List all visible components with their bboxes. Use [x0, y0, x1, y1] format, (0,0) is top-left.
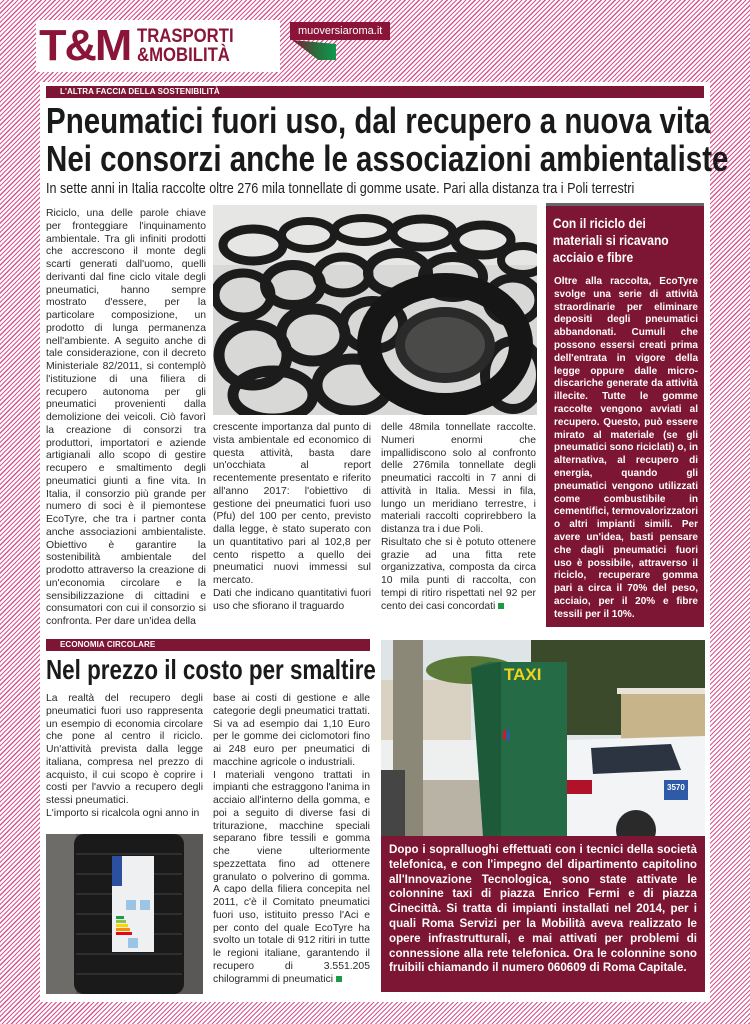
paragraph: delle 48mila tonnellate raccolte. Numeri enormi che impallidiscono solo al confronto delle 276mila tonnellate degli pneumatici raccolti in 7 anni di attività in Italia. Messi in fila, lungo un meridiano terrestre, i materiali raccolti coprirebbero la distanza tra i due Poli.: [381, 422, 536, 535]
end-of-article-icon: [336, 976, 342, 982]
subheadline: In sette anni in Italia raccolte oltre 276 mila tonnellate di gomme usate. Pari alla distanza tra i Poli terrestri: [46, 180, 635, 197]
logo-line-2: &MOBILITÀ: [137, 45, 231, 66]
car-number: 3570: [667, 783, 685, 792]
paragraph-text: I materiali vengono trattati in impianti che estraggono l'anima in acciaio all'interno della gomma, e poi a seguito di diverse fasi di triturazione, macchine speciali separano fibre tessili e gomma che viene ulteriormente spezzettata fino ad ottenere granulato o polverino di gomma. A capo della filiera concepita nel 2011, c'è il Comitato pneumatici fuori uso, istituito presso l'Aci e per conto del quale EcoTyre ha svolto un totale di 912 ritiri in tutte le regioni italiane, garantendo il recupero di 3.551.205 chilogrammi di pneumatici: [213, 769, 370, 985]
tire-label-photo: [46, 834, 203, 994]
headline-line-1: Pneumatici fuori uso, dal recupero a nuova vita: [46, 100, 711, 141]
publication-logo[interactable]: [36, 20, 280, 72]
paragraph: crescente importanza dal punto di vista ambientale ed economico di questa attività, basta dare un'occhiata al report recentemente presentato e riferito all'anno 2017: l'obiettivo di gestione dei pneumatici fuori uso (Pfu) del 100 per cento, previsto dalla legge, è stato superato con un quantitativo pari al 102,8 per cento rispetto a quello dei pneumatici nuovi immessi sul mercato.: [213, 422, 371, 586]
paragraph: Dati che indicano quantitativi fuori uso che sfiorano il traguardo: [213, 587, 371, 612]
article2-column-1: [46, 693, 203, 821]
section-kicker-2: ECONOMIA CIRCOLARE: [46, 639, 370, 651]
logo-mark: T&M: [39, 21, 131, 70]
sidebar-box: [546, 203, 704, 627]
logo-line-1: TRASPORTI: [137, 26, 234, 47]
tire-label-illustration: [46, 834, 203, 994]
article2-column-2: [213, 693, 370, 986]
ribbon-icon: [292, 40, 336, 60]
headline-line-2: Nei consorzi anche le associazioni ambientaliste: [46, 138, 729, 179]
sidebar-body: Oltre alla raccolta, EcoTyre svolge una serie di attività straordinarie per eliminare depositi degli pneumatici abbandonati. Cumuli che possono essersi creati prima dell'entrata in vigore della legge oppure dalle micro-discariche generate da attività illecite. Tutte le gomme raccolte vengono avviati al recupero. Questo, può essere mirato al materiale (se gli pneumatici sono riciclati) o, in alternativa, al recupero di energia, quando gli pneumatici vengono utilizzati come combustibile in cementifici, termovalorizzatori o altri impianti simili. Per avere un'idea, basti pensare che dagli pneumatici fuori uso è possibile, attraverso il riciclo, recuperare gomma pari a circa il 70% del peso, acciaio, per il 20% e fibre tessili per il 10%.: [554, 276, 698, 620]
paragraph: La realtà del recupero degli pneumatici fuori uso rappresenta un esempio di economia circolare che pone al centro il riciclo. Un'attività prevista dalla legge italiana, compresa nel prezzo di acquisto, il cui scopo è coprire i costi per l'avvio a recupero degli stessi pneumatici.: [46, 693, 203, 806]
paragraph: Riciclo, una delle parole chiave per fronteggiare l'inquinamento ambientale. Tra gli infiniti prodotti che accrescono il monte degli scarti generati dall'uomo, quelli derivanti dal fine ciclo vitale degli pneumatici, hanno sempre mostrato d'essere, per la particolare composizione, un prodotto di lunga permanenza nell'ambiente. A seguito anche di tale considerazione, con il decreto Ministeriale 82/2011, si contemplò l'istituzione di una filiera di recupero autonoma per gli pneumatici provenienti dalla demolizione dei veicoli. Ciò favorì la creazione di consorzi tra produttori, importatori e aziende artigianali allo scopo di gestire recupero e smaltimento degli pneumatici giunti a fine vita. In Italia, il consorzio più grande per numero di soci è il piemontese EcoTyre, che tra i partner conta anche associazioni ambientaliste. Obiettivo è garantire la sostenibilità ambientale del prodotto attraverso la creazione di un'economia circolare e la sensibilizzazione di cittadini e consumatori con cui il consorzio si confronta. Per dare un'idea della: [46, 208, 206, 627]
taxi-sign: TAXI: [504, 665, 542, 684]
paragraph: base ai costi di gestione e alle categorie degli pneumatici trattati. Si va ad esempio dai 1,10 Euro per le gomme dei ciclomotori fino ai 248 euro per pneumatici di macchine agricole o industriali.: [213, 693, 370, 768]
paragraph: L'importo si ricalcola ogni anno in: [46, 807, 200, 819]
taxi-stand-photo: [381, 640, 705, 836]
article-column-1: [46, 208, 206, 629]
headline-2: Nel prezzo il costo per smaltire: [46, 654, 376, 685]
website-tag[interactable]: muoversiaroma.it: [290, 22, 390, 40]
paragraph-text: Risultato che si è potuto ottenere grazie ad una fitta rete organizzativa, composta da circa 10 mila punti di raccolta, con tempi di ritiro rispettati nel 92 per cento dei casi concordati: [381, 536, 536, 612]
taxi-stand-illustration: [381, 640, 705, 836]
paragraph: [381, 537, 536, 614]
tires-illustration: [213, 205, 537, 415]
sidebar-title: Con il riciclo dei materiali si ricavano acciaio e fibre: [552, 215, 669, 265]
tires-photo: [213, 205, 537, 415]
logo-wordmark: [137, 27, 234, 65]
article-column-2: [213, 422, 371, 613]
section-kicker: L'ALTRA FACCIA DELLA SOSTENIBILITÀ: [46, 86, 704, 98]
taxi-caption-box: Dopo i sopralluoghi effettuati con i tecnici della società telefonica, e con l'impegno del dipartimento capitolino all'Innovazione Tecnologica, sono state attivate le colonnine taxi di piazza Enrico Fermi e di piazza Cinecittà. Si tratta di impianti installati nel 2014, per i quali Roma Servizi per la Mobilità aveva realizzato le opere infrastrutturali, e mai attivati per problemi di connessione alla rete telefonica. Ora le colonnine sono fruibili chiamando il numero 060609 di Roma Capitale.: [381, 836, 705, 992]
article-column-3: [381, 422, 536, 613]
paragraph: [213, 770, 370, 987]
end-of-article-icon: [498, 603, 504, 609]
